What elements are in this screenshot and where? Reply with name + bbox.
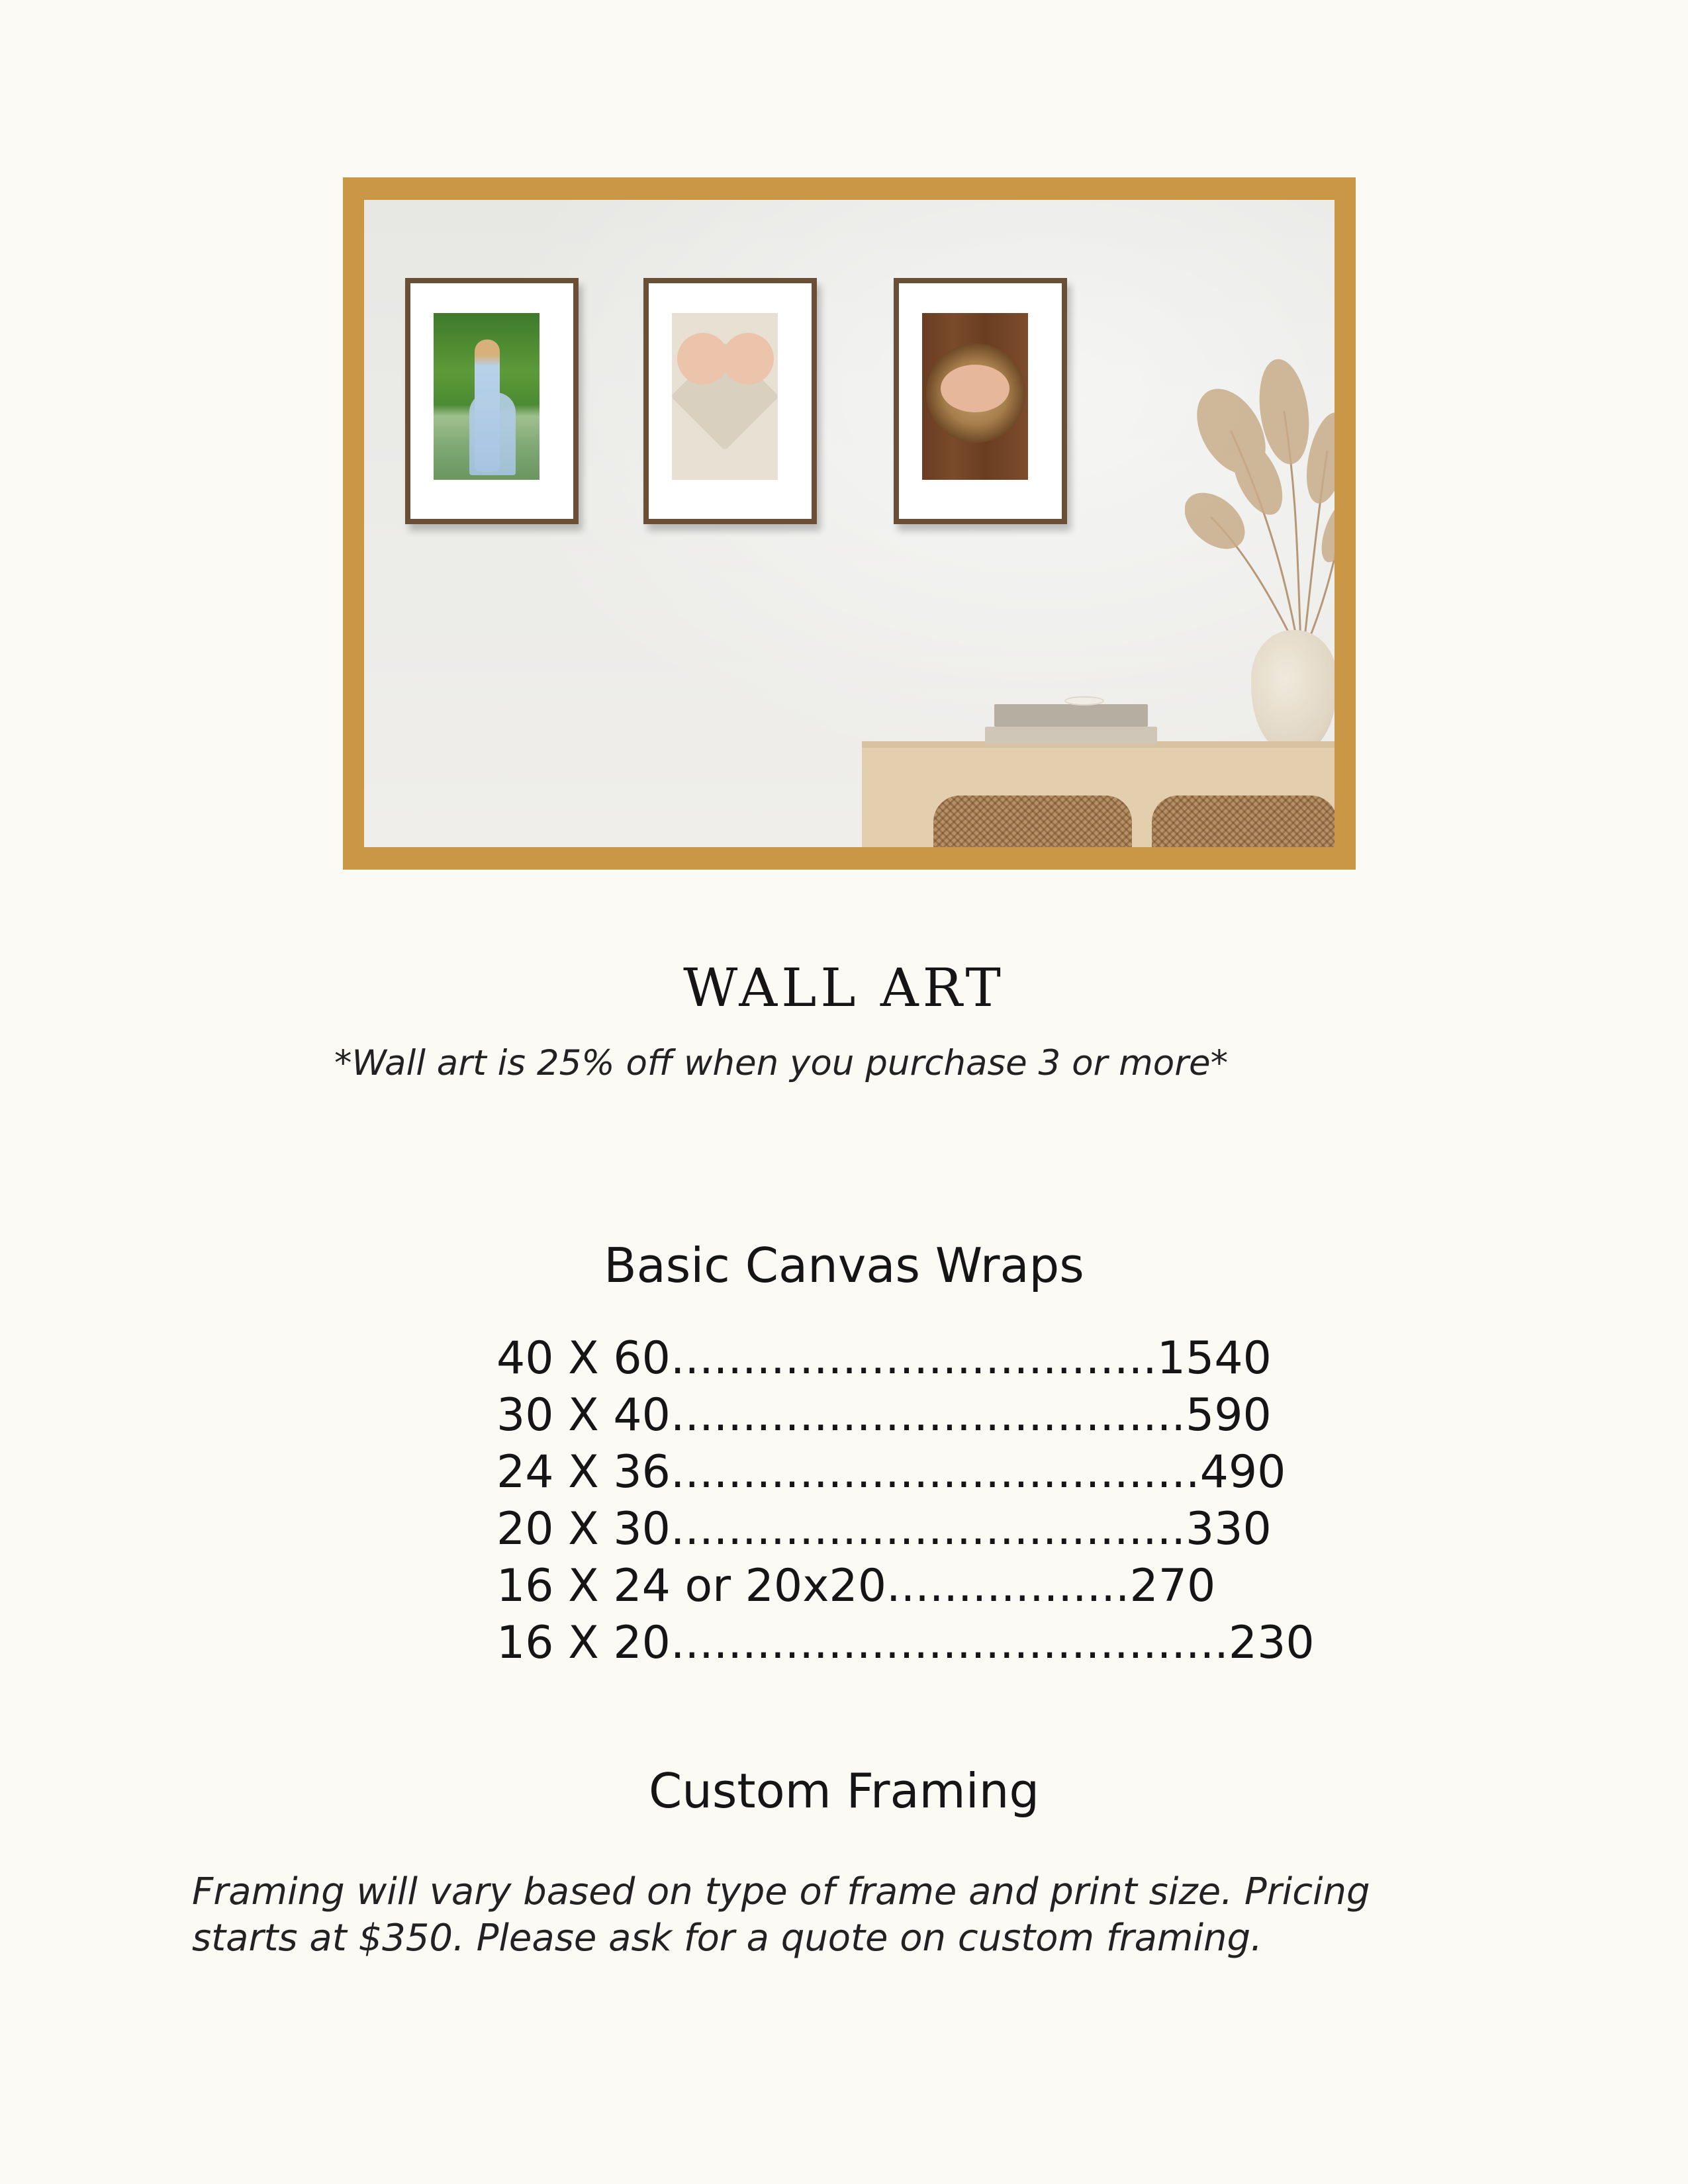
price-row xyxy=(496,1444,1286,1501)
dot-leader: .................................. xyxy=(670,1332,1157,1385)
size-label: 24 X 36 xyxy=(496,1446,671,1498)
hero-room-scene xyxy=(364,200,1335,847)
custom-framing-title: Custom Framing xyxy=(648,1763,1040,1819)
price-row xyxy=(496,1501,1272,1558)
size-label: 30 X 40 xyxy=(496,1389,671,1441)
price-value: 590 xyxy=(1186,1389,1272,1441)
size-label: 40 X 60 xyxy=(496,1332,671,1385)
framing-note xyxy=(192,1869,1516,1962)
pearl-necklace xyxy=(1064,696,1104,705)
discount-note: *Wall art is 25% off when you purchase 3 or more* xyxy=(334,1043,1229,1083)
dot-leader: ................. xyxy=(886,1560,1130,1612)
framing-note-line: Framing will vary based on type of frame and print size. Pricing xyxy=(192,1870,1370,1913)
basic-canvas-title: Basic Canvas Wraps xyxy=(604,1238,1084,1293)
hero-photo-frame xyxy=(343,177,1356,870)
wall-frame-maternity xyxy=(405,278,579,524)
framing-note-line: starts at $350. Please ask for a quote on custom framing. xyxy=(192,1917,1262,1960)
twins-photo xyxy=(672,313,778,480)
price-value: 230 xyxy=(1228,1617,1315,1669)
newborn-basket-photo xyxy=(922,313,1028,480)
size-label: 16 X 24 or 20x20 xyxy=(496,1560,886,1612)
price-row xyxy=(496,1558,1216,1615)
dot-leader: .................................... xyxy=(670,1389,1186,1441)
price-value: 330 xyxy=(1186,1503,1272,1555)
wall-frame-twins xyxy=(643,278,817,524)
maternity-photo xyxy=(434,313,539,480)
canvas-price-list xyxy=(496,1330,1315,1672)
price-value: 490 xyxy=(1199,1446,1286,1498)
size-label: 16 X 20 xyxy=(496,1617,671,1669)
dot-leader: ....................................... xyxy=(670,1617,1229,1669)
price-value: 270 xyxy=(1129,1560,1216,1612)
price-value: 1540 xyxy=(1156,1332,1272,1385)
price-row xyxy=(496,1387,1272,1444)
dot-leader: ..................................... xyxy=(670,1446,1200,1498)
ceramic-vase xyxy=(1251,630,1335,751)
dot-leader: .................................... xyxy=(670,1503,1186,1555)
price-row xyxy=(496,1330,1272,1387)
price-row xyxy=(496,1615,1315,1672)
page-title: WALL ART xyxy=(683,957,1005,1019)
wall-frame-basket xyxy=(894,278,1067,524)
book-stack xyxy=(985,727,1157,744)
size-label: 20 X 30 xyxy=(496,1503,671,1555)
